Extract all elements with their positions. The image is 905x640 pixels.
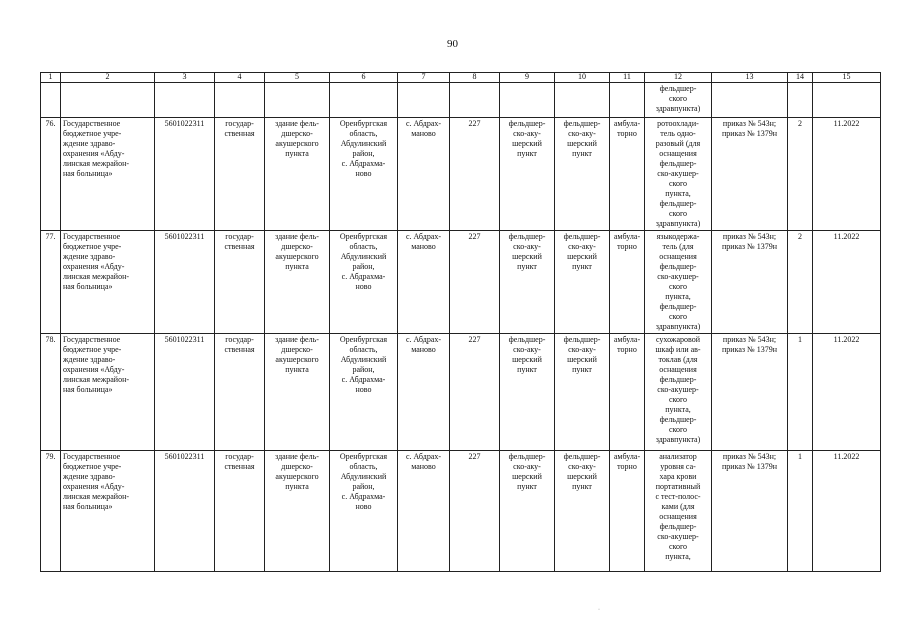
cell-inn: 5601022311 xyxy=(155,451,215,572)
cell-order: приказ № 543н; приказ № 1379н xyxy=(712,231,788,334)
cell-code: 227 xyxy=(450,231,500,334)
cell-order: приказ № 543н; приказ № 1379н xyxy=(712,118,788,231)
cell-number: 79. xyxy=(41,451,61,572)
cell-unit-name: фельдшер- ско-аку- шерский пункт xyxy=(555,118,610,231)
column-number-row xyxy=(41,73,881,83)
cell-ownership: государ- ственная xyxy=(215,334,265,451)
table-row xyxy=(41,451,881,572)
cell-code: 227 xyxy=(450,118,500,231)
column-number: 15 xyxy=(813,73,881,83)
cell-number xyxy=(41,83,61,118)
cell-settlement: с. Абдрах- маново xyxy=(398,231,450,334)
cell-care-form: амбула- торно xyxy=(610,451,645,572)
cell-equipment: ротоохлади- тель одно- разовый (для оснащения фельдшер- ско-акушер- ского пункта, фельдшер- ского здравпункта) xyxy=(645,118,712,231)
cell-number: 78. xyxy=(41,334,61,451)
column-number: 1 xyxy=(41,73,61,83)
cell-quantity xyxy=(788,83,813,118)
table-row xyxy=(41,334,881,451)
column-number: 5 xyxy=(265,73,330,83)
cell-address: Оренбургская область, Абдулинский район, с. Абдрахма- ново xyxy=(330,118,398,231)
cell-address xyxy=(330,83,398,118)
table-row xyxy=(41,118,881,231)
cell-date: 11.2022 xyxy=(813,118,881,231)
cell-institution: Государственное бюджетное учре- ждение здраво- охранения «Абду- линская межрайон- ная больница» xyxy=(61,231,155,334)
cell-unit-name: фельдшер- ско-аку- шерский пункт xyxy=(555,451,610,572)
column-number: 11 xyxy=(610,73,645,83)
cell-unit-type: фельдшер- ско-аку- шерский пункт xyxy=(500,118,555,231)
cell-inn: 5601022311 xyxy=(155,231,215,334)
cell-inn xyxy=(155,83,215,118)
cell-ownership: государ- ственная xyxy=(215,231,265,334)
cell-institution xyxy=(61,83,155,118)
cell-order: приказ № 543н; приказ № 1379н xyxy=(712,334,788,451)
column-number: 12 xyxy=(645,73,712,83)
cell-settlement: с. Абдрах- маново xyxy=(398,451,450,572)
column-number: 2 xyxy=(61,73,155,83)
cell-building: здание фель- дшерско- акушерского пункта xyxy=(265,118,330,231)
cell-number: 76. xyxy=(41,118,61,231)
cell-unit-type: фельдшер- ско-аку- шерский пункт xyxy=(500,334,555,451)
cell-number: 77. xyxy=(41,231,61,334)
column-number: 7 xyxy=(398,73,450,83)
cell-address: Оренбургская область, Абдулинский район, с. Абдрахма- ново xyxy=(330,334,398,451)
cell-building: здание фель- дшерско- акушерского пункта xyxy=(265,334,330,451)
column-number: 13 xyxy=(712,73,788,83)
column-number: 4 xyxy=(215,73,265,83)
scan-mark: · xyxy=(598,607,600,613)
cell-care-form: амбула- торно xyxy=(610,334,645,451)
cell-date: 11.2022 xyxy=(813,334,881,451)
cell-care-form xyxy=(610,83,645,118)
cell-code: 227 xyxy=(450,334,500,451)
cell-settlement: с. Абдрах- маново xyxy=(398,334,450,451)
cell-quantity: 1 xyxy=(788,451,813,572)
cell-equipment: сухожаровой шкаф или ав- токлав (для оснащения фельдшер- ско-акушер- ского пункта, фельдшер- ского здравпункта) xyxy=(645,334,712,451)
column-number: 3 xyxy=(155,73,215,83)
cell-ownership: государ- ственная xyxy=(215,118,265,231)
cell-address: Оренбургская область, Абдулинский район, с. Абдрахма- ново xyxy=(330,451,398,572)
cell-date xyxy=(813,83,881,118)
cell-quantity: 1 xyxy=(788,334,813,451)
cell-institution: Государственное бюджетное учре- ждение здраво- охранения «Абду- линская межрайон- ная больница» xyxy=(61,451,155,572)
cell-order xyxy=(712,83,788,118)
cell-building: здание фель- дшерско- акушерского пункта xyxy=(265,451,330,572)
cell-code: 227 xyxy=(450,451,500,572)
cell-date: 11.2022 xyxy=(813,451,881,572)
cell-ownership: государ- ственная xyxy=(215,451,265,572)
register-table xyxy=(40,72,881,572)
cell-order: приказ № 543н; приказ № 1379н xyxy=(712,451,788,572)
cell-equipment: языкодержа- тель (для оснащения фельдшер- ско-акушер- ского пункта, фельдшер- ского здравпункта) xyxy=(645,231,712,334)
cell-address: Оренбургская область, Абдулинский район, с. Абдрахма- ново xyxy=(330,231,398,334)
cell-care-form: амбула- торно xyxy=(610,231,645,334)
cell-equipment: анализатор уровня са- хара крови портативный с тест-полос- ками (для оснащения фельдшер- ско-акушер- ского пункта, xyxy=(645,451,712,572)
cell-unit-name xyxy=(555,83,610,118)
cell-quantity: 2 xyxy=(788,118,813,231)
column-number: 6 xyxy=(330,73,398,83)
column-number: 8 xyxy=(450,73,500,83)
cell-settlement xyxy=(398,83,450,118)
continuation-row xyxy=(41,83,881,118)
cell-quantity: 2 xyxy=(788,231,813,334)
cell-settlement: с. Абдрах- маново xyxy=(398,118,450,231)
cell-date: 11.2022 xyxy=(813,231,881,334)
cell-building xyxy=(265,83,330,118)
cell-unit-name: фельдшер- ско-аку- шерский пункт xyxy=(555,334,610,451)
cell-equipment: фельдшер- ского здравпункта) xyxy=(645,83,712,118)
cell-institution: Государственное бюджетное учре- ждение здраво- охранения «Абду- линская межрайон- ная больница» xyxy=(61,118,155,231)
column-number: 14 xyxy=(788,73,813,83)
cell-ownership xyxy=(215,83,265,118)
cell-inn: 5601022311 xyxy=(155,334,215,451)
cell-unit-type xyxy=(500,83,555,118)
cell-unit-type: фельдшер- ско-аку- шерский пункт xyxy=(500,231,555,334)
table-row xyxy=(41,231,881,334)
cell-unit-name: фельдшер- ско-аку- шерский пункт xyxy=(555,231,610,334)
cell-unit-type: фельдшер- ско-аку- шерский пункт xyxy=(500,451,555,572)
cell-code xyxy=(450,83,500,118)
page-number: 90 xyxy=(447,38,458,50)
column-number: 9 xyxy=(500,73,555,83)
column-number: 10 xyxy=(555,73,610,83)
cell-institution: Государственное бюджетное учре- ждение здраво- охранения «Абду- линская межрайон- ная больница» xyxy=(61,334,155,451)
cell-care-form: амбула- торно xyxy=(610,118,645,231)
cell-building: здание фель- дшерско- акушерского пункта xyxy=(265,231,330,334)
cell-inn: 5601022311 xyxy=(155,118,215,231)
